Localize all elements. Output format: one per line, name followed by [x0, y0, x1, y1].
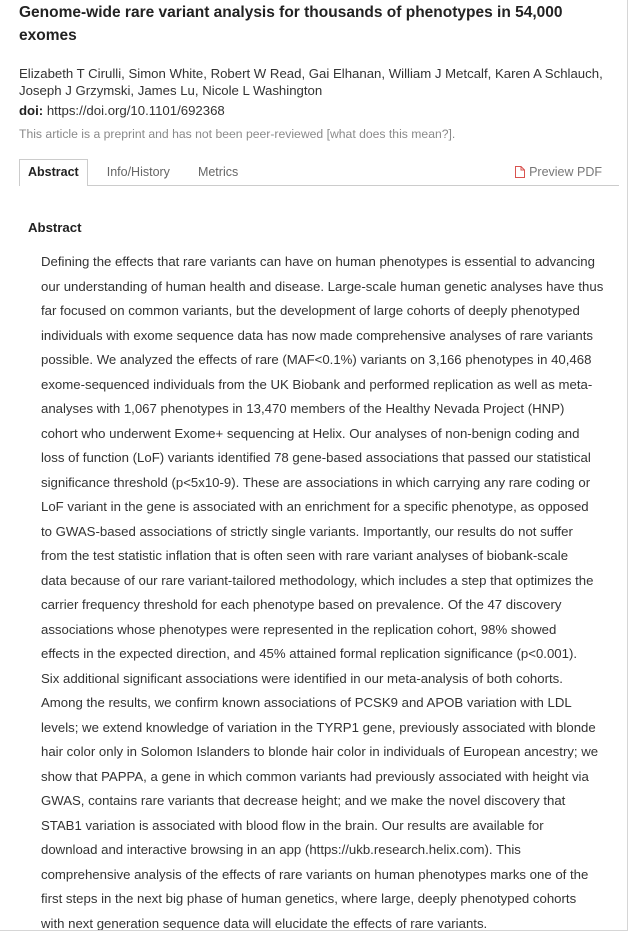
abstract-line: loss of function (LoF) variants identified 78 gene-based associations that passed our statistical	[41, 450, 591, 465]
abstract-line: comprehensive analysis of the effects of rare variants on human phenotypes marks one of the	[41, 866, 589, 882]
author-separator: ,	[487, 66, 495, 81]
abstract-line: far focused on common variants, but the development of large cohorts of deeply phenotyped	[41, 303, 580, 318]
author-separator: ,	[599, 66, 603, 81]
abstract-line: GWAS, contains rare variants that decrease height; and we make the novel discovery that	[41, 793, 566, 808]
author-separator: ,	[301, 66, 309, 81]
author-name[interactable]: James Lu	[137, 83, 195, 98]
what-does-this-mean-link[interactable]: [what does this mean?]	[326, 127, 452, 141]
abstract-line: levels; we extend knowledge of variation in the TYRP1 gene, previously associated with blonde	[41, 719, 596, 735]
doi-value: https://doi.org/10.1101/692368	[46, 103, 225, 118]
abstract-line: from the test statistic inflation that is often seen with rare variant analyses of biobank-scale	[41, 548, 569, 563]
abstract-line: hair color only in Solomon Islanders to blonde hair color in individuals of European ancestry; we	[41, 744, 599, 759]
tab-info-history[interactable]: Info/History	[106, 165, 170, 179]
tab-abstract[interactable]: Abstract	[19, 159, 88, 186]
abstract-line: our understanding of human health and disease. Large-scale human genetic analyses have thus	[41, 278, 604, 294]
author-list	[19, 65, 619, 99]
abstract-line: with next generation sequence data will elucidate the effects of rare variants.	[41, 915, 488, 930]
abstract-line: Six additional significant associations were identified in our meta-analysis of both cohorts.	[41, 670, 563, 686]
abstract-line: first steps in the next big phase of human genetics, where large, deeply phenotyped cohorts	[41, 891, 577, 906]
author-name[interactable]: Robert W Read	[210, 66, 302, 81]
abstract-line: possible. We analyzed the effects of rare (MAF<0.1%) variants on 3,166 phenotypes in 40,468	[41, 352, 592, 367]
author-name[interactable]: Nicole L Washington	[202, 83, 323, 98]
author-separator: ,	[203, 66, 211, 81]
abstract-line: individuals with exome sequence data has now made comprehensive analyses of rare variants	[41, 327, 593, 343]
abstract-text	[41, 250, 621, 930]
abstract-line: exome-sequenced individuals from the UK Biobank and performed replication as well as meta-	[41, 376, 593, 392]
article-tabs	[19, 159, 619, 186]
author-separator: ,	[381, 66, 389, 81]
doi-label: doi:	[19, 103, 44, 118]
author-name[interactable]: Gai Elhanan	[308, 66, 382, 81]
pdf-document-icon	[515, 166, 525, 178]
tab-metrics[interactable]: Metrics	[197, 165, 239, 179]
abstract-line: data because of our rare variant-tailored methodology, which includes a step that optimizes the	[41, 572, 594, 588]
preprint-notice-suffix: .	[451, 127, 456, 141]
author-name[interactable]: Simon White	[128, 66, 204, 81]
abstract-line: show that PAPPA, a gene in which common variants had previously associated with height via	[41, 768, 589, 784]
author-name[interactable]: William J Metcalf	[388, 66, 488, 81]
article-title: Genome-wide rare variant analysis for thousands of phenotypes in 54,000 exomes	[19, 4, 563, 44]
abstract-heading: Abstract	[28, 220, 82, 235]
abstract-line: cohort who underwent Exome+ sequencing at Helix. Our analyses of non-benign coding and	[41, 425, 580, 441]
preview-pdf-link[interactable]	[515, 159, 619, 185]
abstract-line: associations whose phenotypes were represented in the replication cohort, 98% showed	[41, 621, 557, 637]
abstract-line: to GWAS-based associations of strictly single variants. Importantly, our results do not suffer	[41, 523, 573, 539]
abstract-line: effects in the expected direction, and 45% attained formal replication significance (p<0.001).	[41, 646, 578, 661]
abstract-line: LoF variant in the gene is associated with an enrichment for a specific phenotype, as opposed	[41, 499, 589, 514]
author-name[interactable]: Joseph J Grzymski	[19, 83, 131, 98]
author-name[interactable]: Elizabeth T Cirulli	[19, 66, 122, 81]
doi-line	[19, 102, 225, 119]
abstract-line: analyses with 1,067 phenotypes in 13,470 members of the Healthy Nevada Project (HNP)	[41, 401, 565, 416]
abstract-line: STAB1 variation is associated with blood flow in the brain. Our results are available for	[41, 817, 544, 833]
abstract-line: Defining the effects that rare variants can have on human phenotypes is essential to advancing	[41, 254, 595, 269]
author-separator: ,	[194, 83, 203, 98]
frame-border-right	[627, 0, 628, 931]
author-separator: ,	[121, 66, 129, 81]
abstract-line: download and interactive browsing in an app (https://ukb.research.helix.com). This	[41, 842, 521, 857]
abstract-line: carrier frequency threshold for each phenotype based on prevalence. Of the 47 discovery	[41, 597, 562, 612]
preprint-notice-text: This article is a preprint and has not been peer-reviewed	[19, 127, 324, 141]
abstract-line: Among the results, we confirm known associations of PCSK9 and APOB variation with LDL	[41, 695, 572, 710]
abstract-line: significance threshold (p<5x10-9). These are associations in which carrying any rare coding or	[41, 474, 591, 490]
preview-pdf-label: Preview PDF	[529, 165, 602, 179]
author-separator: ,	[130, 83, 138, 98]
author-name[interactable]: Karen A Schlauch	[494, 66, 600, 81]
preprint-notice	[19, 126, 455, 142]
